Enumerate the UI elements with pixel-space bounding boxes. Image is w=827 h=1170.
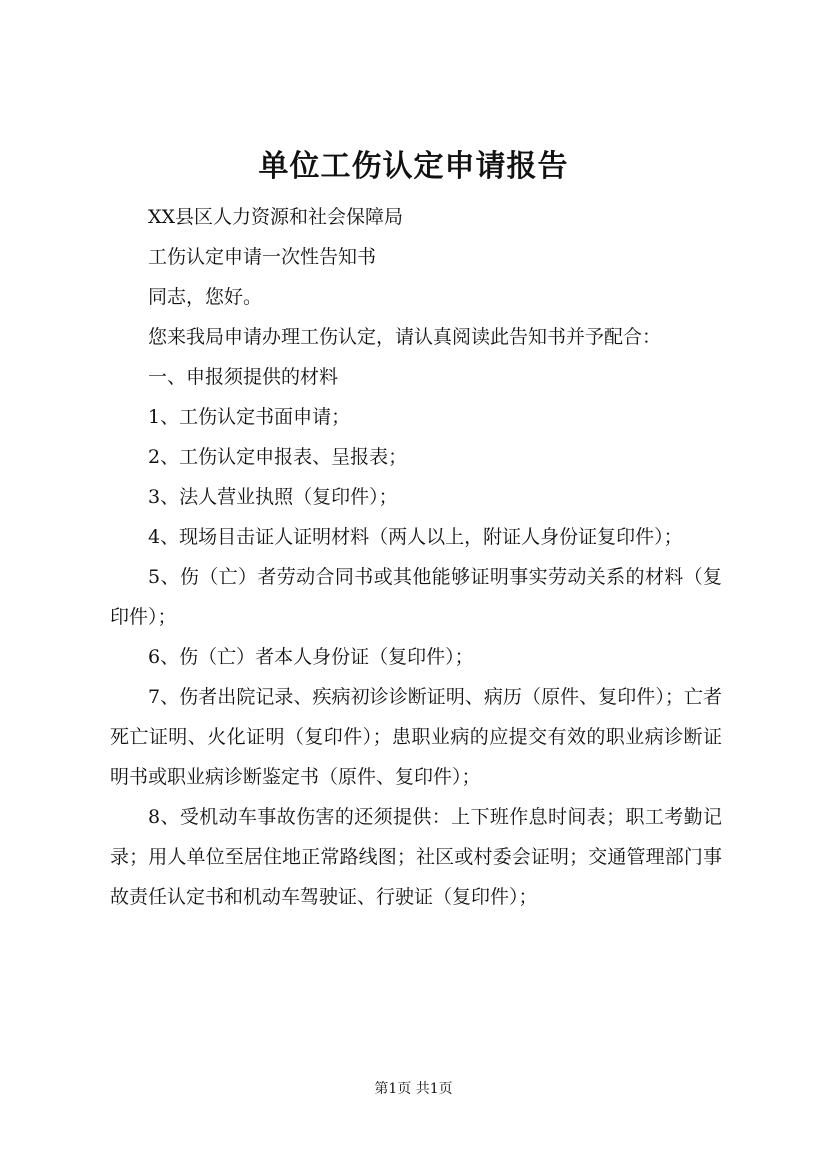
- paragraph: 工伤认定申请一次性告知书: [148, 246, 377, 268]
- paragraph: 一、申报须提供的材料: [148, 366, 339, 388]
- paragraph: 1、工伤认定书面申请；: [148, 406, 351, 428]
- paragraph: 同志，您好。: [148, 286, 263, 308]
- paragraph: 2、工伤认定申报表、呈报表；: [148, 446, 408, 468]
- paragraph: 您来我局申请办理工伤认定，请认真阅读此告知书并予配合：: [148, 326, 662, 348]
- page-footer: 第1页 共1页: [374, 1081, 453, 1097]
- paragraph: 6、伤（亡）者本人身份证（复印件）；: [148, 646, 474, 668]
- paragraph: 8、受机动车事故伤害的还须提供：上下班作息时间表；职工考勤记录；用人单位至居住地正常路线图；社区或村委会证明；交通管理部门事故责任认定书和机动车驾驶证、行驶证（复印件）；: [110, 806, 722, 908]
- paragraph: 4、现场目击证人证明材料（两人以上，附证人身份证复印件）；: [148, 526, 683, 548]
- paragraph: XX县区人力资源和社会保障局: [148, 206, 404, 228]
- paragraph: 5、伤（亡）者劳动合同书或其他能够证明事实劳动关系的材料（复印件）；: [110, 566, 722, 628]
- paragraph: 7、伤者出院记录、疾病初诊诊断证明、病历（原件、复印件）；亡者死亡证明、火化证明（复印件）；患职业病的应提交有效的职业病诊断证明书或职业病诊断鉴定书（原件、复印件）；: [110, 686, 722, 788]
- document-body: [110, 197, 722, 917]
- paragraph: 3、法人营业执照（复印件）；: [148, 486, 398, 508]
- document-title: 单位工伤认定申请报告: [258, 149, 569, 184]
